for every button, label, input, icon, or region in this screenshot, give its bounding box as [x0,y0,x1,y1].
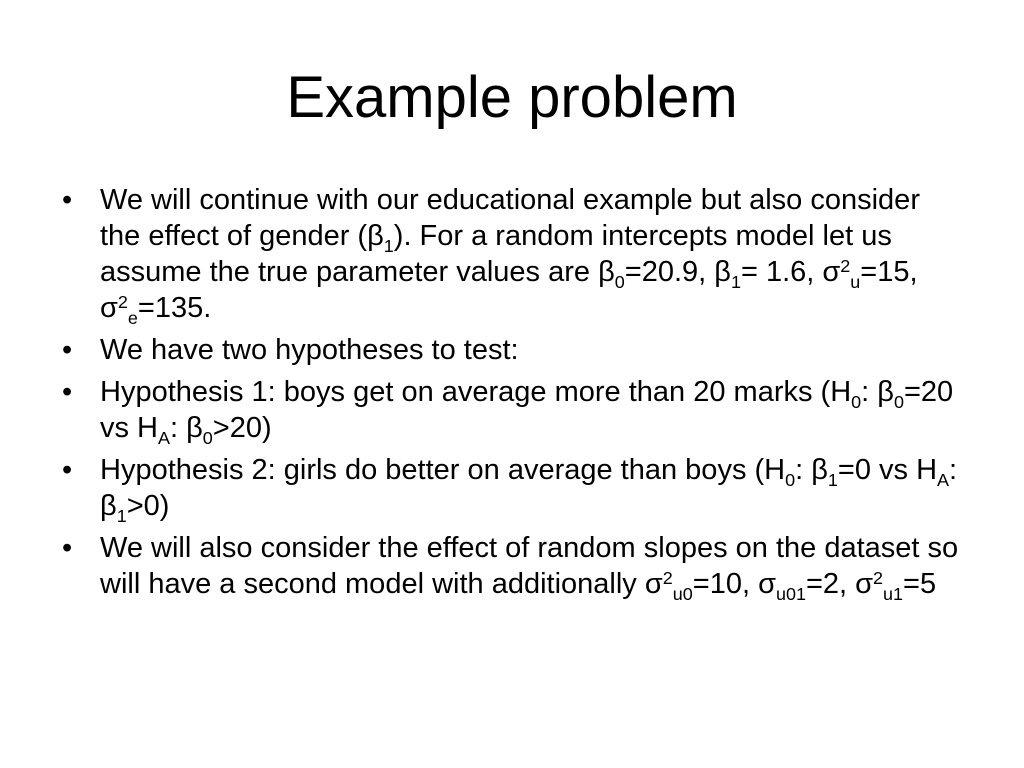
superscript: 2 [662,567,673,588]
subscript: A [937,469,950,490]
superscript: 2 [117,291,128,312]
bullet-text [100,184,920,328]
text-run: >0) [126,490,170,522]
text-run: =10, σ [692,568,776,600]
subscript: 0 [785,469,796,490]
text-run: : β [795,454,828,486]
text-run: We have two hypotheses to test: [100,334,519,366]
bullet-marker: • [62,532,73,564]
text-run: =135. [137,292,212,324]
subscript: 0 [893,391,904,412]
bullet-item [62,332,962,368]
text-run: Hypothesis 1: boys get on average more than 20 marks (H [100,376,852,408]
text-run: = 1.6, σ [740,256,841,288]
bullet-marker: • [62,184,73,216]
text-run: : β [100,454,958,522]
text-run: =20 vs H [100,376,954,444]
bullet-text [100,532,959,604]
bullet-item [62,452,962,524]
bullet-marker: • [62,376,73,408]
bullet-item [62,374,962,446]
slide-title: Example problem [286,65,738,130]
bullet-text [100,334,519,366]
subscript: A [158,427,170,448]
subscript: 1 [383,235,394,256]
text-run: >20) [212,412,272,444]
text-run: : β [861,376,894,408]
subscript: 1 [116,505,127,526]
superscript: 2 [840,255,851,276]
bullet-text [100,376,954,448]
bullet-item [62,182,962,326]
subscript: u01 [775,583,806,604]
subscript: u [850,271,861,292]
text-run: Hypothesis 2: girls do better on average than boys (H [100,454,786,486]
bullet-item [62,530,962,602]
subscript: 0 [851,391,862,412]
subscript: 0 [202,427,213,448]
text-run: : β [170,412,203,444]
bullet-marker: • [62,454,73,486]
text-run: We will continue with our educational example but also consider the effect of gender (β [100,184,920,252]
subscript: 1 [827,469,838,490]
subscript: 1 [730,271,741,292]
text-run: =0 vs H [837,454,938,486]
text-run: =15, σ [100,256,918,324]
subscript: u1 [883,583,904,604]
text-run: =20.9, β [624,256,731,288]
bullet-text [100,454,958,526]
text-run: =2, σ [805,568,874,600]
superscript: 2 [873,567,884,588]
bullet-list [62,182,962,608]
text-run: =5 [903,568,937,600]
text-run: We will also consider the effect of random slopes on the dataset so will have a second model with additionally σ [100,532,959,600]
text-run: ). For a random intercepts model let us assume the true parameter values are β [100,220,892,288]
subscript: e [127,307,138,328]
bullet-marker: • [62,334,73,366]
subscript: 0 [614,271,625,292]
subscript: u0 [672,583,693,604]
